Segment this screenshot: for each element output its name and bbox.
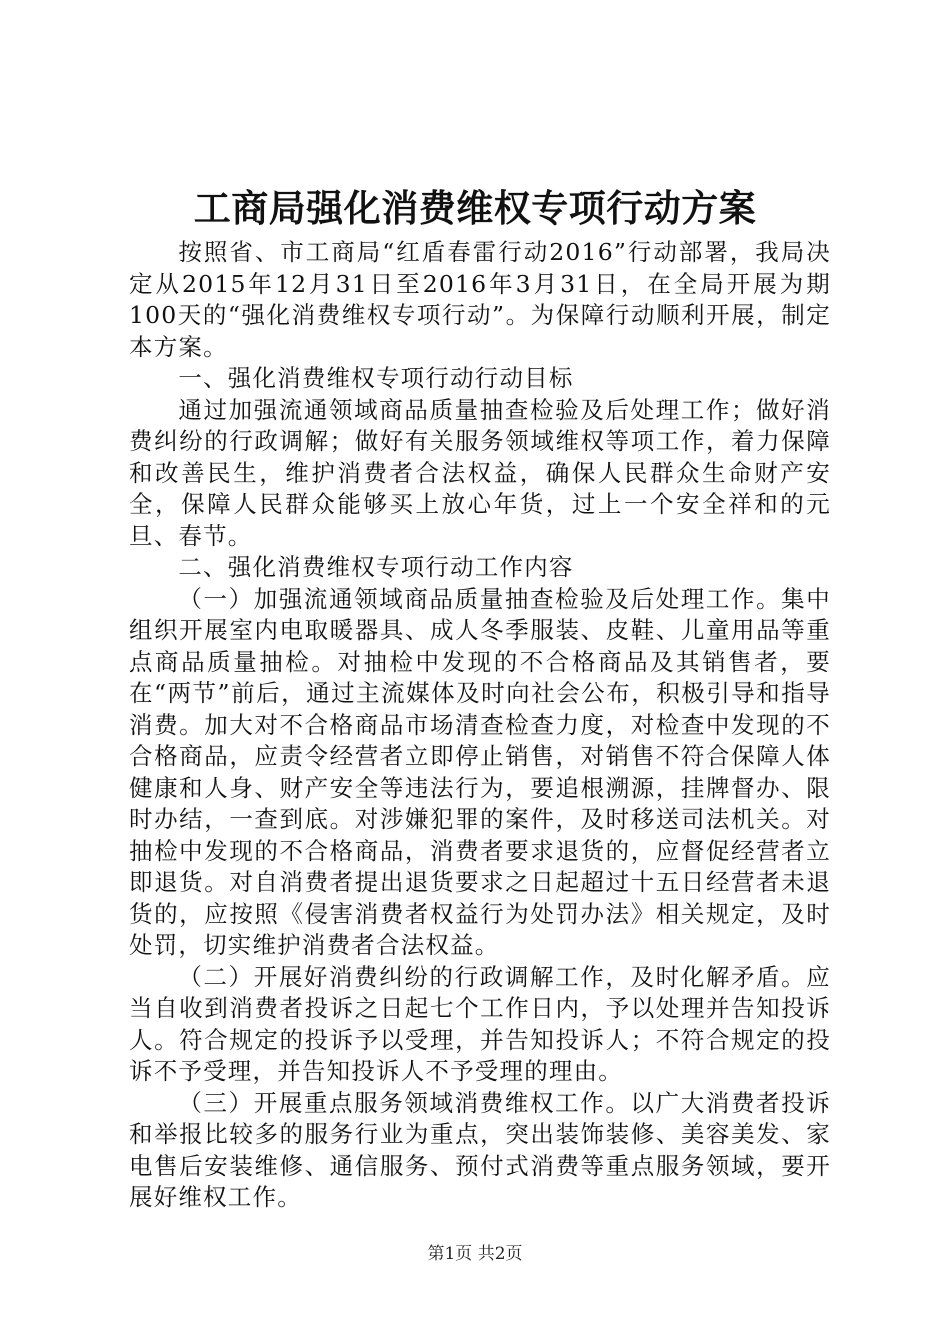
content-paragraph-3: （三）开展重点服务领域消费维权工作。以广大消费者投诉和举报比较多的服务行业为重点，突出装饰装修、美容美发、家电售后安装维修、通信服务、预付式消费等重点服务领域，要开展好维权工作。 [129,1088,831,1211]
content-paragraph-2: （二）开展好消费纠纷的行政调解工作，及时化解矛盾。应当自收到消费者投诉之日起七个工作日内，予以处理并告知投诉人。符合规定的投诉予以受理，并告知投诉人；不符合规定的投诉不予受理，并告知投诉人不予受理的理由。 [129,962,831,1085]
intro-paragraph: 按照省、市工商局“红盾春雷行动2016”行动部署，我局决定从2015年12月31日至2016年3月31日，在全局开展为期100天的“强化消费维权专项行动”。为保障行动顺利开展，制定本方案。 [129,238,831,361]
goal-paragraph: 通过加强流通领域商品质量抽查检验及后处理工作；做好消费纠纷的行政调解；做好有关服务领域维权等项工作，着力保障和改善民生，维护消费者合法权益，确保人民群众生命财产安全，保障人民群众能够买上放心年货，过上一个安全祥和的元旦、春节。 [129,395,831,550]
page-footer: 第1页 共2页 [427,1244,523,1264]
section-heading-content: 二、强化消费维权专项行动工作内容 [178,553,574,581]
content-paragraph-1: （一）加强流通领域商品质量抽查检验及后处理工作。集中组织开展室内电取暖器具、成人冬季服装、皮鞋、儿童用品等重点商品质量抽检。对抽检中发现的不合格商品及其销售者，要在“两节”前后，通过主流媒体及时向社会公布，积极引导和指导消费。加大对不合格商品市场清查检查力度，对检查中发现的不合格商品，应责令经营者立即停止销售，对销售不符合保障人体健康和人身、财产安全等违法行为，要追根溯源，挂牌督办、限时办结，一查到底。对涉嫌犯罪的案件，及时移送司法机关。对抽检中发现的不合格商品，消费者要求退货的，应督促经营者立即退货。对自消费者提出退货要求之日起超过十五日经营者未退货的，应按照《侵害消费者权益行为处罚办法》相关规定，及时处罚，切实维护消费者合法权益。 [129,584,831,959]
section-heading-goal: 一、强化消费维权专项行动行动目标 [178,364,574,392]
document-body [129,237,831,1214]
document-title: 工商局强化消费维权专项行动方案 [193,186,757,230]
